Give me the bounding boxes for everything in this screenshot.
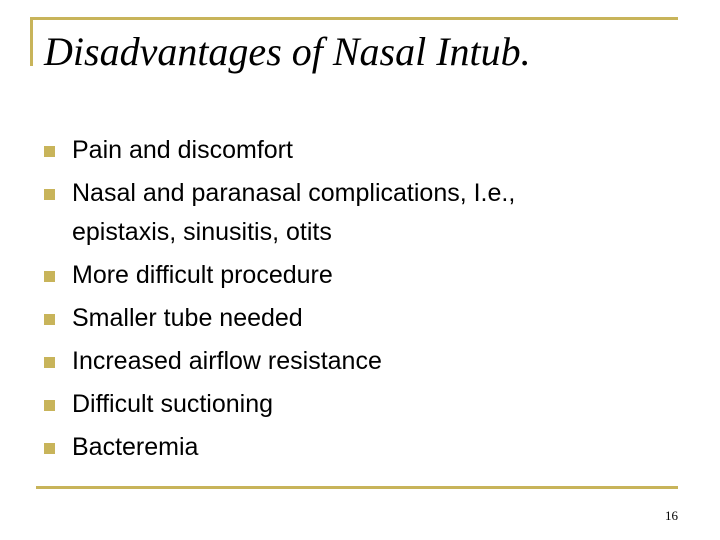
- bullet-text: [72, 388, 674, 421]
- bullet-text: [72, 345, 674, 378]
- square-bullet-icon: [44, 314, 55, 325]
- bullet-line: Pain and discomfort: [72, 136, 293, 164]
- bullet-line: Difficult suctioning: [72, 390, 274, 418]
- footer-rule: [36, 486, 678, 489]
- bullet-text: [72, 302, 674, 335]
- bullet-line: Nasal and paranasal complications, I.e.,: [72, 179, 516, 207]
- bullet-line: Bacteremia: [72, 433, 199, 461]
- slide-title: Disadvantages of Nasal Intub.: [44, 29, 531, 74]
- square-bullet-icon: [44, 400, 55, 411]
- title-frame-top-rule: [30, 17, 678, 20]
- bullet-item: [44, 388, 674, 421]
- bullet-item: [44, 302, 674, 335]
- bullet-line: More difficult procedure: [72, 261, 333, 289]
- bullet-item: [44, 431, 674, 464]
- bullet-line: epistaxis, sinusitis, otits: [72, 218, 332, 246]
- bullet-text: [72, 431, 674, 464]
- bullet-line: Increased airflow resistance: [72, 347, 382, 375]
- square-bullet-icon: [44, 443, 55, 454]
- bullet-line: Smaller tube needed: [72, 304, 303, 332]
- bullet-list: [44, 134, 674, 474]
- bullet-item: [44, 345, 674, 378]
- bullet-item: [44, 177, 674, 249]
- bullet-text: [72, 134, 674, 167]
- bullet-item: [44, 259, 674, 292]
- page-number: 16: [665, 508, 678, 523]
- bullet-text: [72, 259, 674, 292]
- bullet-text: [72, 177, 674, 249]
- title-frame-left-rule: [30, 17, 33, 66]
- square-bullet-icon: [44, 357, 55, 368]
- square-bullet-icon: [44, 271, 55, 282]
- square-bullet-icon: [44, 189, 55, 200]
- bullet-item: [44, 134, 674, 167]
- square-bullet-icon: [44, 146, 55, 157]
